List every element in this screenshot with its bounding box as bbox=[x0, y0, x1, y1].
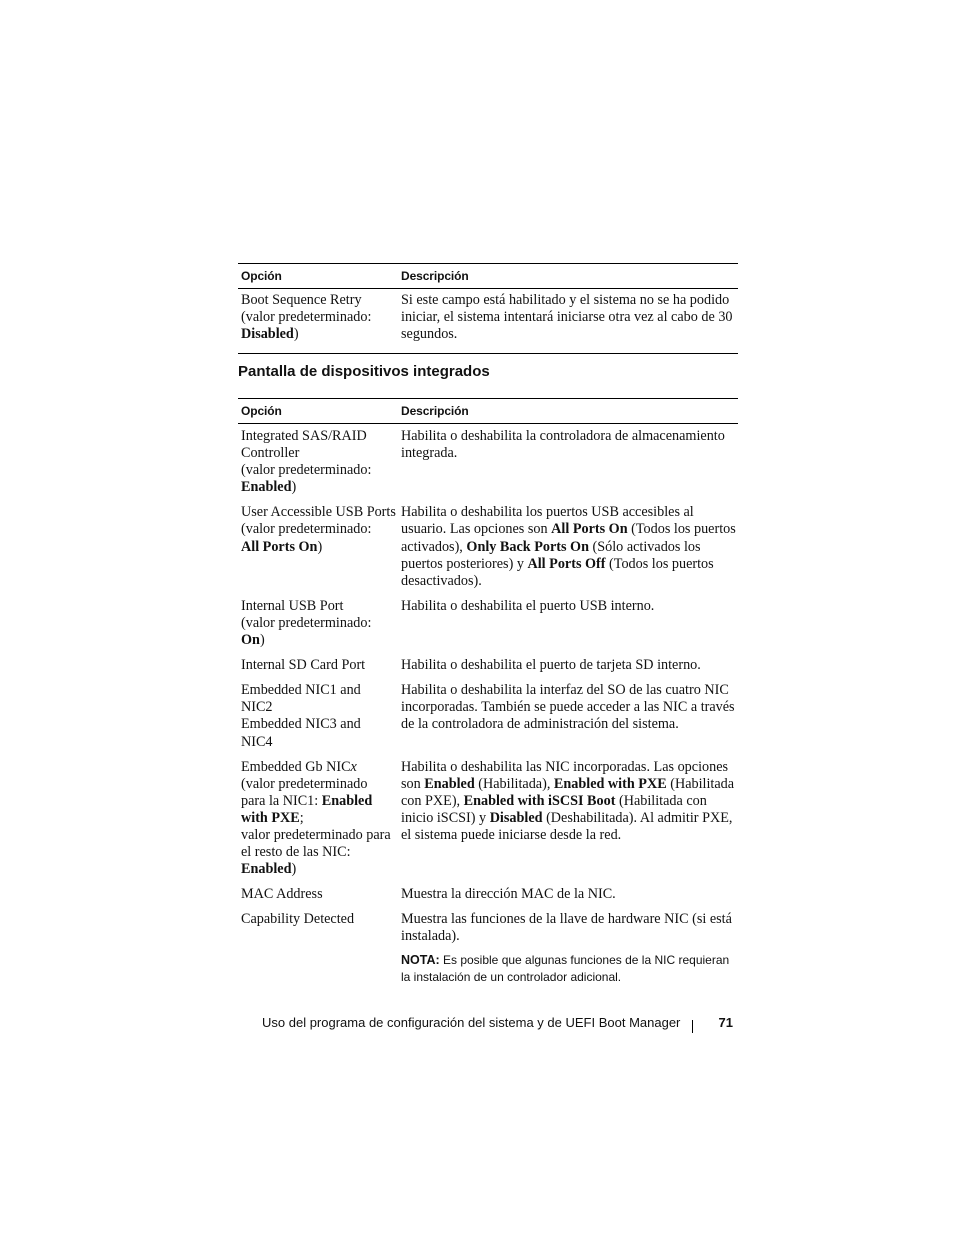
text: Muestra las funciones de la llave de hardware NIC (si está instalada). bbox=[401, 911, 732, 945]
option-line: User Accessible USB Ports bbox=[241, 504, 396, 521]
default-value: with PXE bbox=[241, 809, 300, 826]
text: Habilita o deshabilita los puertos USB accesibles al usuario. Las opciones son bbox=[401, 504, 694, 538]
option-line: NIC4 bbox=[241, 733, 273, 750]
option-line: valor predeterminado para bbox=[241, 826, 391, 843]
boot-options-table bbox=[238, 263, 738, 354]
text: (Habilitada), bbox=[474, 775, 554, 792]
option-cell: MAC Address bbox=[241, 886, 323, 903]
default-value: Enabled bbox=[241, 861, 292, 878]
default-value: On bbox=[241, 632, 260, 649]
text: Embedded Gb NIC bbox=[241, 758, 351, 775]
option-line bbox=[241, 632, 398, 649]
text: Habilita o deshabilita las NIC incorporadas. Las opciones son bbox=[401, 758, 729, 792]
option-cell: Internal SD Card Port bbox=[241, 657, 366, 674]
option-value: All Ports On bbox=[551, 521, 628, 538]
option-line: Boot Sequence Retry bbox=[241, 292, 362, 308]
table-row bbox=[238, 911, 738, 985]
option-line bbox=[241, 861, 398, 878]
integrated-devices-table bbox=[238, 398, 738, 986]
table-row bbox=[238, 682, 738, 750]
option-cell bbox=[238, 428, 398, 496]
page-number: 71 bbox=[718, 1015, 733, 1030]
note-label: NOTA: bbox=[401, 952, 440, 967]
option-value: Disabled bbox=[489, 809, 543, 826]
option-line: Controller bbox=[241, 445, 300, 462]
option-cell bbox=[238, 598, 398, 649]
option-cell bbox=[238, 504, 398, 589]
option-line bbox=[241, 479, 398, 496]
option-line bbox=[241, 810, 398, 827]
punct: ; bbox=[299, 809, 304, 826]
option-cell bbox=[238, 292, 398, 343]
note-text: Es posible que algunas funciones de la NIC requieran la instalación de un controlador adicional. bbox=[401, 952, 730, 984]
description-cell: Habilita o deshabilita el puerto USB interno. bbox=[401, 597, 655, 614]
option-value: Only Back Ports On bbox=[466, 538, 589, 555]
table-header bbox=[238, 263, 738, 289]
option-cell bbox=[238, 759, 398, 879]
header-description: Descripción bbox=[401, 269, 469, 283]
option-line: (valor predeterminado: bbox=[241, 521, 372, 538]
option-value: Enabled bbox=[424, 775, 475, 792]
option-value: Enabled with PXE bbox=[553, 775, 667, 792]
footer-separator bbox=[692, 1020, 693, 1033]
text: (Habilitada con inicio iSCSI) y bbox=[401, 792, 707, 826]
table-row bbox=[238, 504, 738, 589]
option-line bbox=[241, 539, 398, 556]
punct: ) bbox=[293, 326, 299, 343]
description-cell: Habilita o deshabilita la interfaz del SO de las cuatro NIC incorporadas. También se puede acceder a las NIC a través de la controladora de administración del sistema. bbox=[401, 682, 735, 733]
default-value: Disabled bbox=[241, 326, 294, 343]
description-cell bbox=[398, 911, 738, 985]
header-option: Opción bbox=[241, 404, 282, 418]
option-line: (valor predeterminado: bbox=[241, 614, 372, 631]
option-line: Embedded NIC1 and bbox=[241, 682, 361, 699]
section-heading: Pantalla de dispositivos integrados bbox=[238, 363, 490, 380]
option-line: Integrated SAS/RAID bbox=[241, 428, 367, 444]
table-row bbox=[238, 886, 738, 903]
option-cell: Capability Detected bbox=[241, 911, 355, 928]
table-row bbox=[238, 598, 738, 649]
table-row bbox=[238, 657, 738, 674]
description-cell: Habilita o deshabilita la controladora de almacenamiento integrada. bbox=[401, 428, 725, 462]
note bbox=[401, 952, 738, 986]
option-line: Embedded NIC3 and bbox=[241, 716, 361, 733]
option-line: (valor predeterminado bbox=[241, 775, 368, 792]
option-cell bbox=[238, 682, 398, 750]
description-cell bbox=[398, 504, 738, 589]
default-value: All Ports On bbox=[241, 538, 318, 555]
option-line: (valor predeterminado: bbox=[241, 309, 372, 326]
punct: ) bbox=[317, 538, 323, 555]
option-line: Internal USB Port bbox=[241, 597, 344, 614]
option-value: Enabled with iSCSI Boot bbox=[463, 792, 616, 809]
text: (Todos los puertos desactivados). bbox=[401, 555, 714, 589]
text: para la NIC1: bbox=[241, 792, 322, 809]
table-row bbox=[238, 289, 738, 354]
option-line bbox=[241, 759, 398, 776]
header-description: Descripción bbox=[401, 404, 469, 418]
option-line bbox=[241, 326, 398, 343]
footer-title: Uso del programa de configuración del sistema y de UEFI Boot Manager bbox=[262, 1015, 681, 1030]
description-cell: Si este campo está habilitado y el sistema no se ha podido iniciar, el sistema intentará iniciarse otra vez al cabo de 30 segundos. bbox=[401, 292, 733, 343]
punct: ) bbox=[259, 632, 265, 649]
text: (Sólo activados los puertos posteriores) y bbox=[401, 538, 701, 572]
header-option: Opción bbox=[241, 269, 282, 283]
punct: ) bbox=[291, 861, 297, 878]
text: (Todos los puertos activados), bbox=[401, 521, 736, 555]
punct: ) bbox=[291, 479, 297, 496]
option-line: el resto de las NIC: bbox=[241, 844, 351, 861]
table-row bbox=[238, 759, 738, 879]
description-cell: Habilita o deshabilita el puerto de tarjeta SD interno. bbox=[401, 657, 701, 674]
table-row bbox=[238, 428, 738, 496]
variable: x bbox=[350, 758, 357, 775]
option-line bbox=[241, 793, 398, 810]
text: (Habilitada con PXE), bbox=[401, 775, 735, 809]
text: (Deshabilitada). Al admitir PXE, el sistema puede iniciarse desde la red. bbox=[401, 809, 733, 843]
default-value: Enabled bbox=[321, 792, 373, 809]
option-value: All Ports Off bbox=[527, 555, 606, 572]
table-header bbox=[238, 398, 738, 424]
option-line: (valor predeterminado: bbox=[241, 462, 372, 479]
description-cell: Muestra la dirección MAC de la NIC. bbox=[401, 886, 616, 903]
default-value: Enabled bbox=[241, 479, 292, 496]
description-cell bbox=[398, 759, 738, 879]
option-line: NIC2 bbox=[241, 699, 273, 716]
